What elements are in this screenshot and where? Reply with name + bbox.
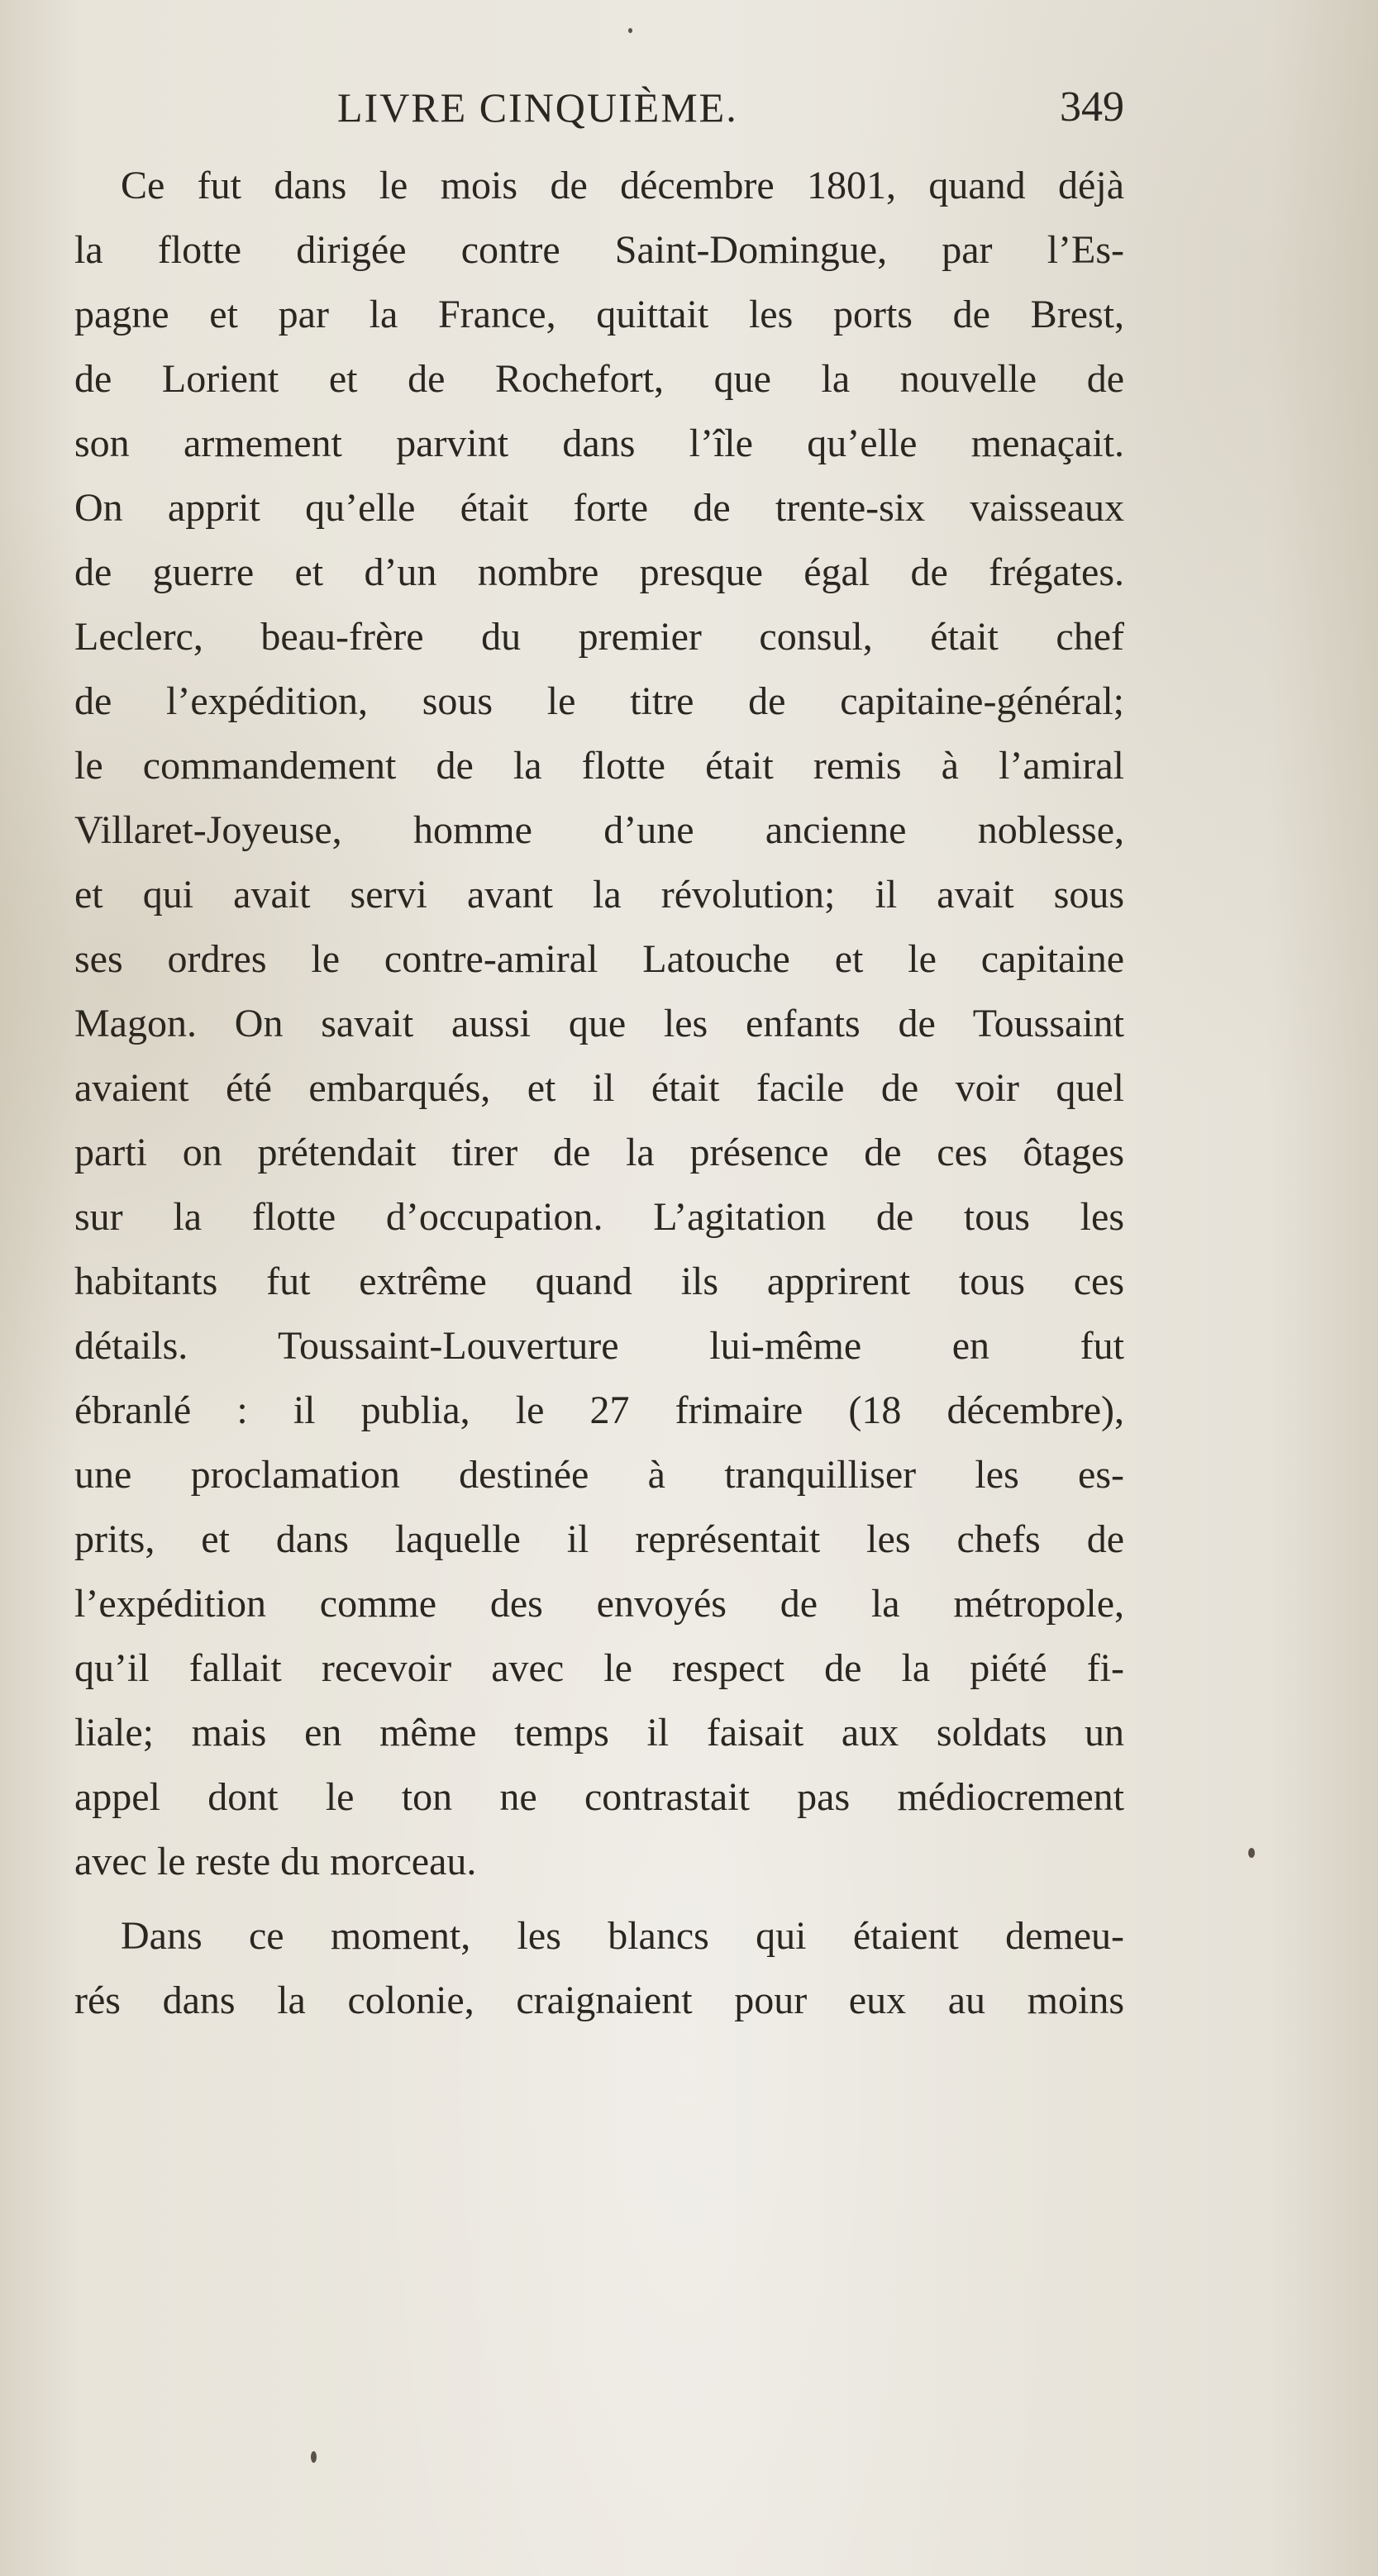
paragraph-gap bbox=[74, 1894, 1124, 1904]
text-line: le commandement de la flotte était remis à l’amiral bbox=[74, 744, 1124, 788]
text-line: Leclerc, beau-frère du premier consul, était chef bbox=[74, 615, 1124, 659]
text-line: Ce fut dans le mois de décembre 1801, quand déjà bbox=[121, 164, 1124, 207]
running-title: LIVRE CINQUIÈME. bbox=[337, 84, 738, 131]
text-line: de guerre et d’un nombre presque égal de frégates. bbox=[74, 550, 1124, 594]
text-line: prits, et dans laquelle il représentait les chefs de bbox=[74, 1517, 1124, 1561]
text-line: rés dans la colonie, craignaient pour eux au moins bbox=[74, 1978, 1124, 2022]
text-line: habitants fut extrême quand ils apprirent tous ces bbox=[74, 1259, 1124, 1303]
text-line: son armement parvint dans l’île qu’elle menaçait. bbox=[74, 421, 1124, 465]
text-line: qu’il fallait recevoir avec le respect de la piété fi- bbox=[74, 1646, 1124, 1690]
text-line: appel dont le ton ne contrastait pas médiocrement bbox=[74, 1775, 1124, 1819]
paragraph bbox=[74, 1904, 1124, 2033]
ink-speck bbox=[628, 28, 632, 33]
page-number: 349 bbox=[1060, 83, 1124, 131]
text-line: l’expédition comme des envoyés de la métropole, bbox=[74, 1582, 1124, 1626]
text-line: une proclamation destinée à tranquilliser les es- bbox=[74, 1453, 1124, 1497]
text-line: de l’expédition, sous le titre de capitaine-général; bbox=[74, 679, 1124, 723]
text-line: ébranlé : il publia, le 27 frimaire (18 décembre), bbox=[74, 1388, 1124, 1432]
text-line: avec le reste du morceau. bbox=[74, 1840, 477, 1883]
text-line: Dans ce moment, les blancs qui étaient demeu- bbox=[121, 1914, 1124, 1958]
page-header bbox=[74, 76, 1124, 150]
text-line: Villaret-Joyeuse, homme d’une ancienne noblesse, bbox=[74, 808, 1124, 852]
text-line: pagne et par la France, quittait les ports de Brest, bbox=[74, 293, 1124, 336]
text-line: sur la flotte d’occupation. L’agitation de tous les bbox=[74, 1195, 1124, 1239]
text-line: On apprit qu’elle était forte de trente-six vaisseaux bbox=[74, 486, 1124, 530]
paragraph bbox=[74, 154, 1124, 1894]
text-line: la flotte dirigée contre Saint-Domingue, par l’Es- bbox=[74, 228, 1124, 272]
ink-speck bbox=[311, 2451, 317, 2463]
text-line: et qui avait servi avant la révolution; il avait sous bbox=[74, 873, 1124, 917]
ink-speck bbox=[1248, 1848, 1255, 1858]
text-line: liale; mais en même temps il faisait aux soldats un bbox=[74, 1711, 1124, 1755]
text-line: détails. Toussaint-Louverture lui-même en fut bbox=[74, 1324, 1124, 1368]
text-line: parti on prétendait tirer de la présence de ces ôtages bbox=[74, 1131, 1124, 1174]
text-line: ses ordres le contre-amiral Latouche et le capitaine bbox=[74, 937, 1124, 981]
text-line: Magon. On savait aussi que les enfants de Toussaint bbox=[74, 1002, 1124, 1045]
text-line: avaient été embarqués, et il était facile de voir quel bbox=[74, 1066, 1124, 1110]
text-line: de Lorient et de Rochefort, que la nouvelle de bbox=[74, 357, 1124, 401]
body-text bbox=[74, 154, 1124, 2033]
